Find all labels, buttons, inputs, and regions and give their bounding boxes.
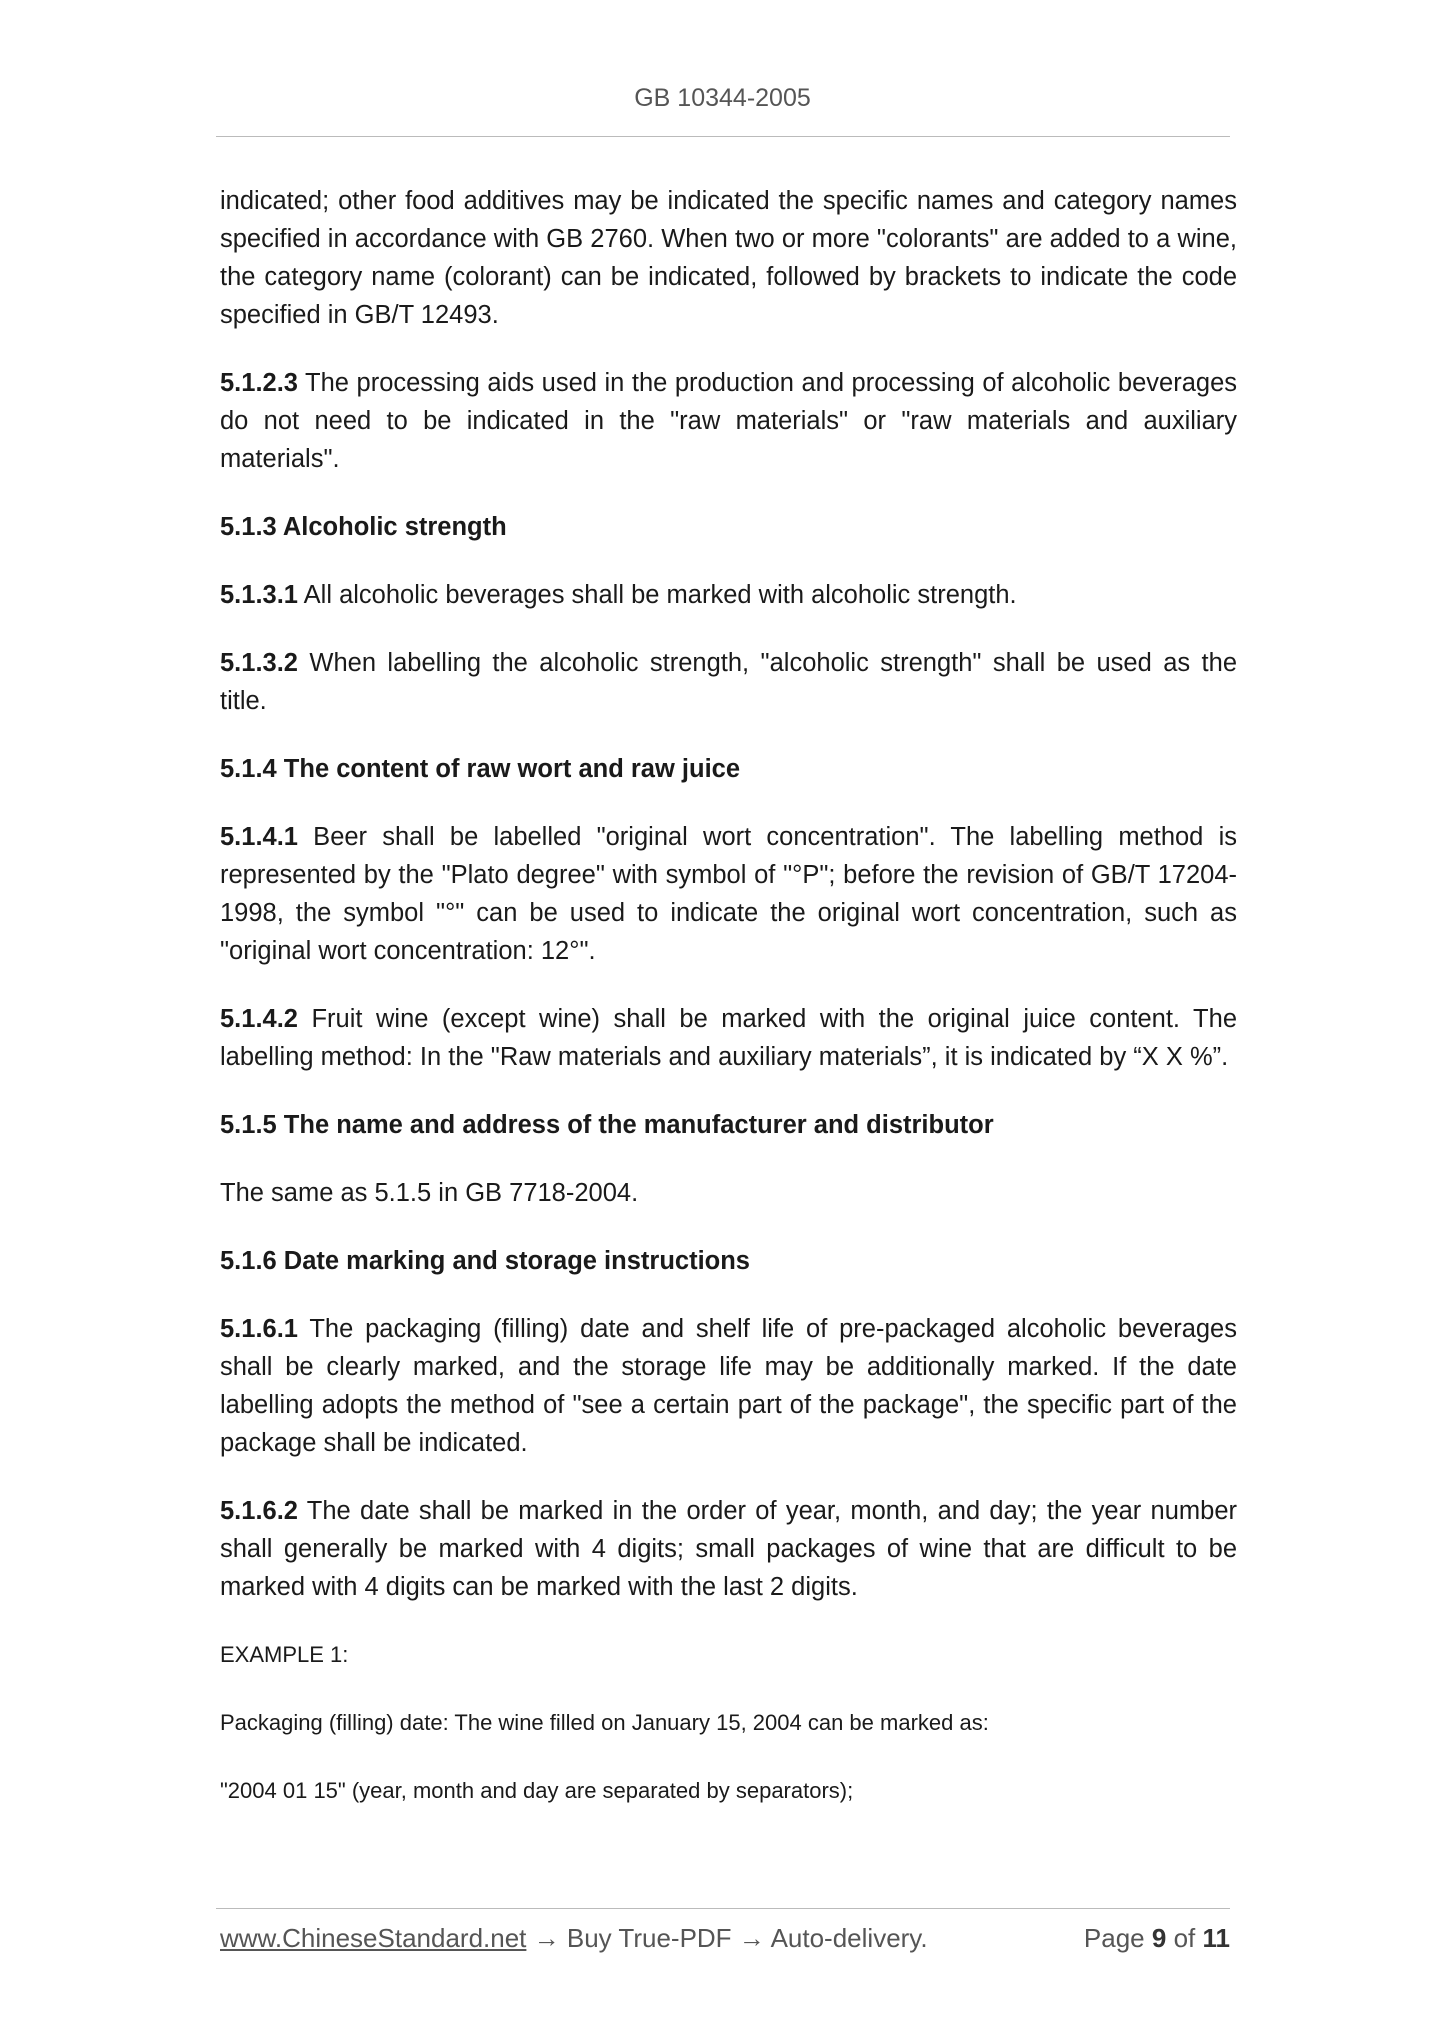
clause-number: 5.1.6.1 xyxy=(220,1315,298,1343)
clause-5-1-3-2 xyxy=(220,644,1237,720)
page-of-label: of xyxy=(1173,1923,1196,1953)
footer-divider xyxy=(216,1908,1230,1909)
clause-5-1-4-2 xyxy=(220,1000,1237,1076)
document-header: GB 10344-2005 xyxy=(634,84,811,112)
example-line: Packaging (filling) date: The wine filled on January 15, 2004 can be marked as: xyxy=(220,1710,989,1735)
clause-number: 5.1.4.1 xyxy=(220,823,298,851)
paragraph-same-as xyxy=(220,1174,1237,1212)
example-label: EXAMPLE 1: xyxy=(220,1642,349,1667)
page-footer xyxy=(220,1923,1230,1963)
clause-5-1-6-2 xyxy=(220,1492,1237,1606)
clause-text: Fruit wine (except wine) shall be marked with the original juice content. The labelling method: In the "Raw materials and auxiliary materials”, it is indicated by “X X %”. xyxy=(220,1005,1237,1071)
section-heading-5-1-3: 5.1.3 Alcoholic strength xyxy=(220,513,507,541)
clause-number: 5.1.4.2 xyxy=(220,1005,298,1033)
footer-tagline: → Buy True-PDF → Auto-delivery. xyxy=(526,1923,928,1953)
clause-5-1-3-1 xyxy=(220,576,1237,614)
section-heading-5-1-4: 5.1.4 The content of raw wort and raw juice xyxy=(220,755,741,783)
clause-text: Beer shall be labelled "original wort concentration". The labelling method is represented by the "Plato degree" with symbol of "°P"; before the revision of GB/T 17204-1998, the symbol "°" can be used to indicate the original wort concentration, such as "original wort concentration: 12°". xyxy=(220,823,1237,965)
total-pages-number: 11 xyxy=(1202,1923,1230,1953)
clause-5-1-4-1 xyxy=(220,818,1237,970)
clause-number: 5.1.6.2 xyxy=(220,1497,298,1525)
clause-text: The packaging (filling) date and shelf life of pre-packaged alcoholic beverages shall be clearly marked, and the storage life may be additionally marked. If the date labelling adopts the method of "see a certain part of the package", the specific part of the package shall be indicated. xyxy=(220,1315,1237,1457)
clause-text: The processing aids used in the production and processing of alcoholic beverages do not need to be indicated in the "raw materials" or "raw materials and auxiliary materials". xyxy=(220,369,1237,473)
clause-text: The date shall be marked in the order of year, month, and day; the year number shall generally be marked with 4 digits; small packages of wine that are difficult to be marked with 4 digits can be marked with the last 2 digits. xyxy=(220,1497,1237,1601)
page-label: Page xyxy=(1083,1923,1145,1953)
website-link[interactable]: www.ChineseStandard.net xyxy=(220,1923,527,1953)
clause-5-1-6-1 xyxy=(220,1310,1237,1462)
paragraph-text: indicated; other food additives may be indicated the specific names and category names specified in accordance with GB 2760. When two or more "colorants" are added to a wine, the category name (colorant) can be indicated, followed by brackets to indicate the code specified in GB/T 12493. xyxy=(220,187,1237,329)
clause-number: 5.1.2.3 xyxy=(220,369,298,397)
paragraph-continuation xyxy=(220,182,1237,334)
paragraph-text: The same as 5.1.5 in GB 7718-2004. xyxy=(220,1179,639,1207)
page-indicator xyxy=(1084,1923,1230,1954)
header-divider xyxy=(216,136,1230,137)
clause-5-1-2-3 xyxy=(220,364,1237,478)
clause-text: When labelling the alcoholic strength, "alcoholic strength" shall be used as the title. xyxy=(220,649,1237,715)
clause-number: 5.1.3.1 xyxy=(220,581,298,609)
current-page-number: 9 xyxy=(1151,1923,1167,1953)
clause-text: All alcoholic beverages shall be marked with alcoholic strength. xyxy=(297,581,1017,609)
section-heading-5-1-5: 5.1.5 The name and address of the manufacturer and distributor xyxy=(220,1111,994,1139)
document-body xyxy=(220,182,1237,1840)
clause-number: 5.1.3.2 xyxy=(220,649,298,677)
section-heading-5-1-6: 5.1.6 Date marking and storage instructions xyxy=(220,1247,750,1275)
example-line: "2004 01 15" (year, month and day are separated by separators); xyxy=(220,1778,854,1803)
